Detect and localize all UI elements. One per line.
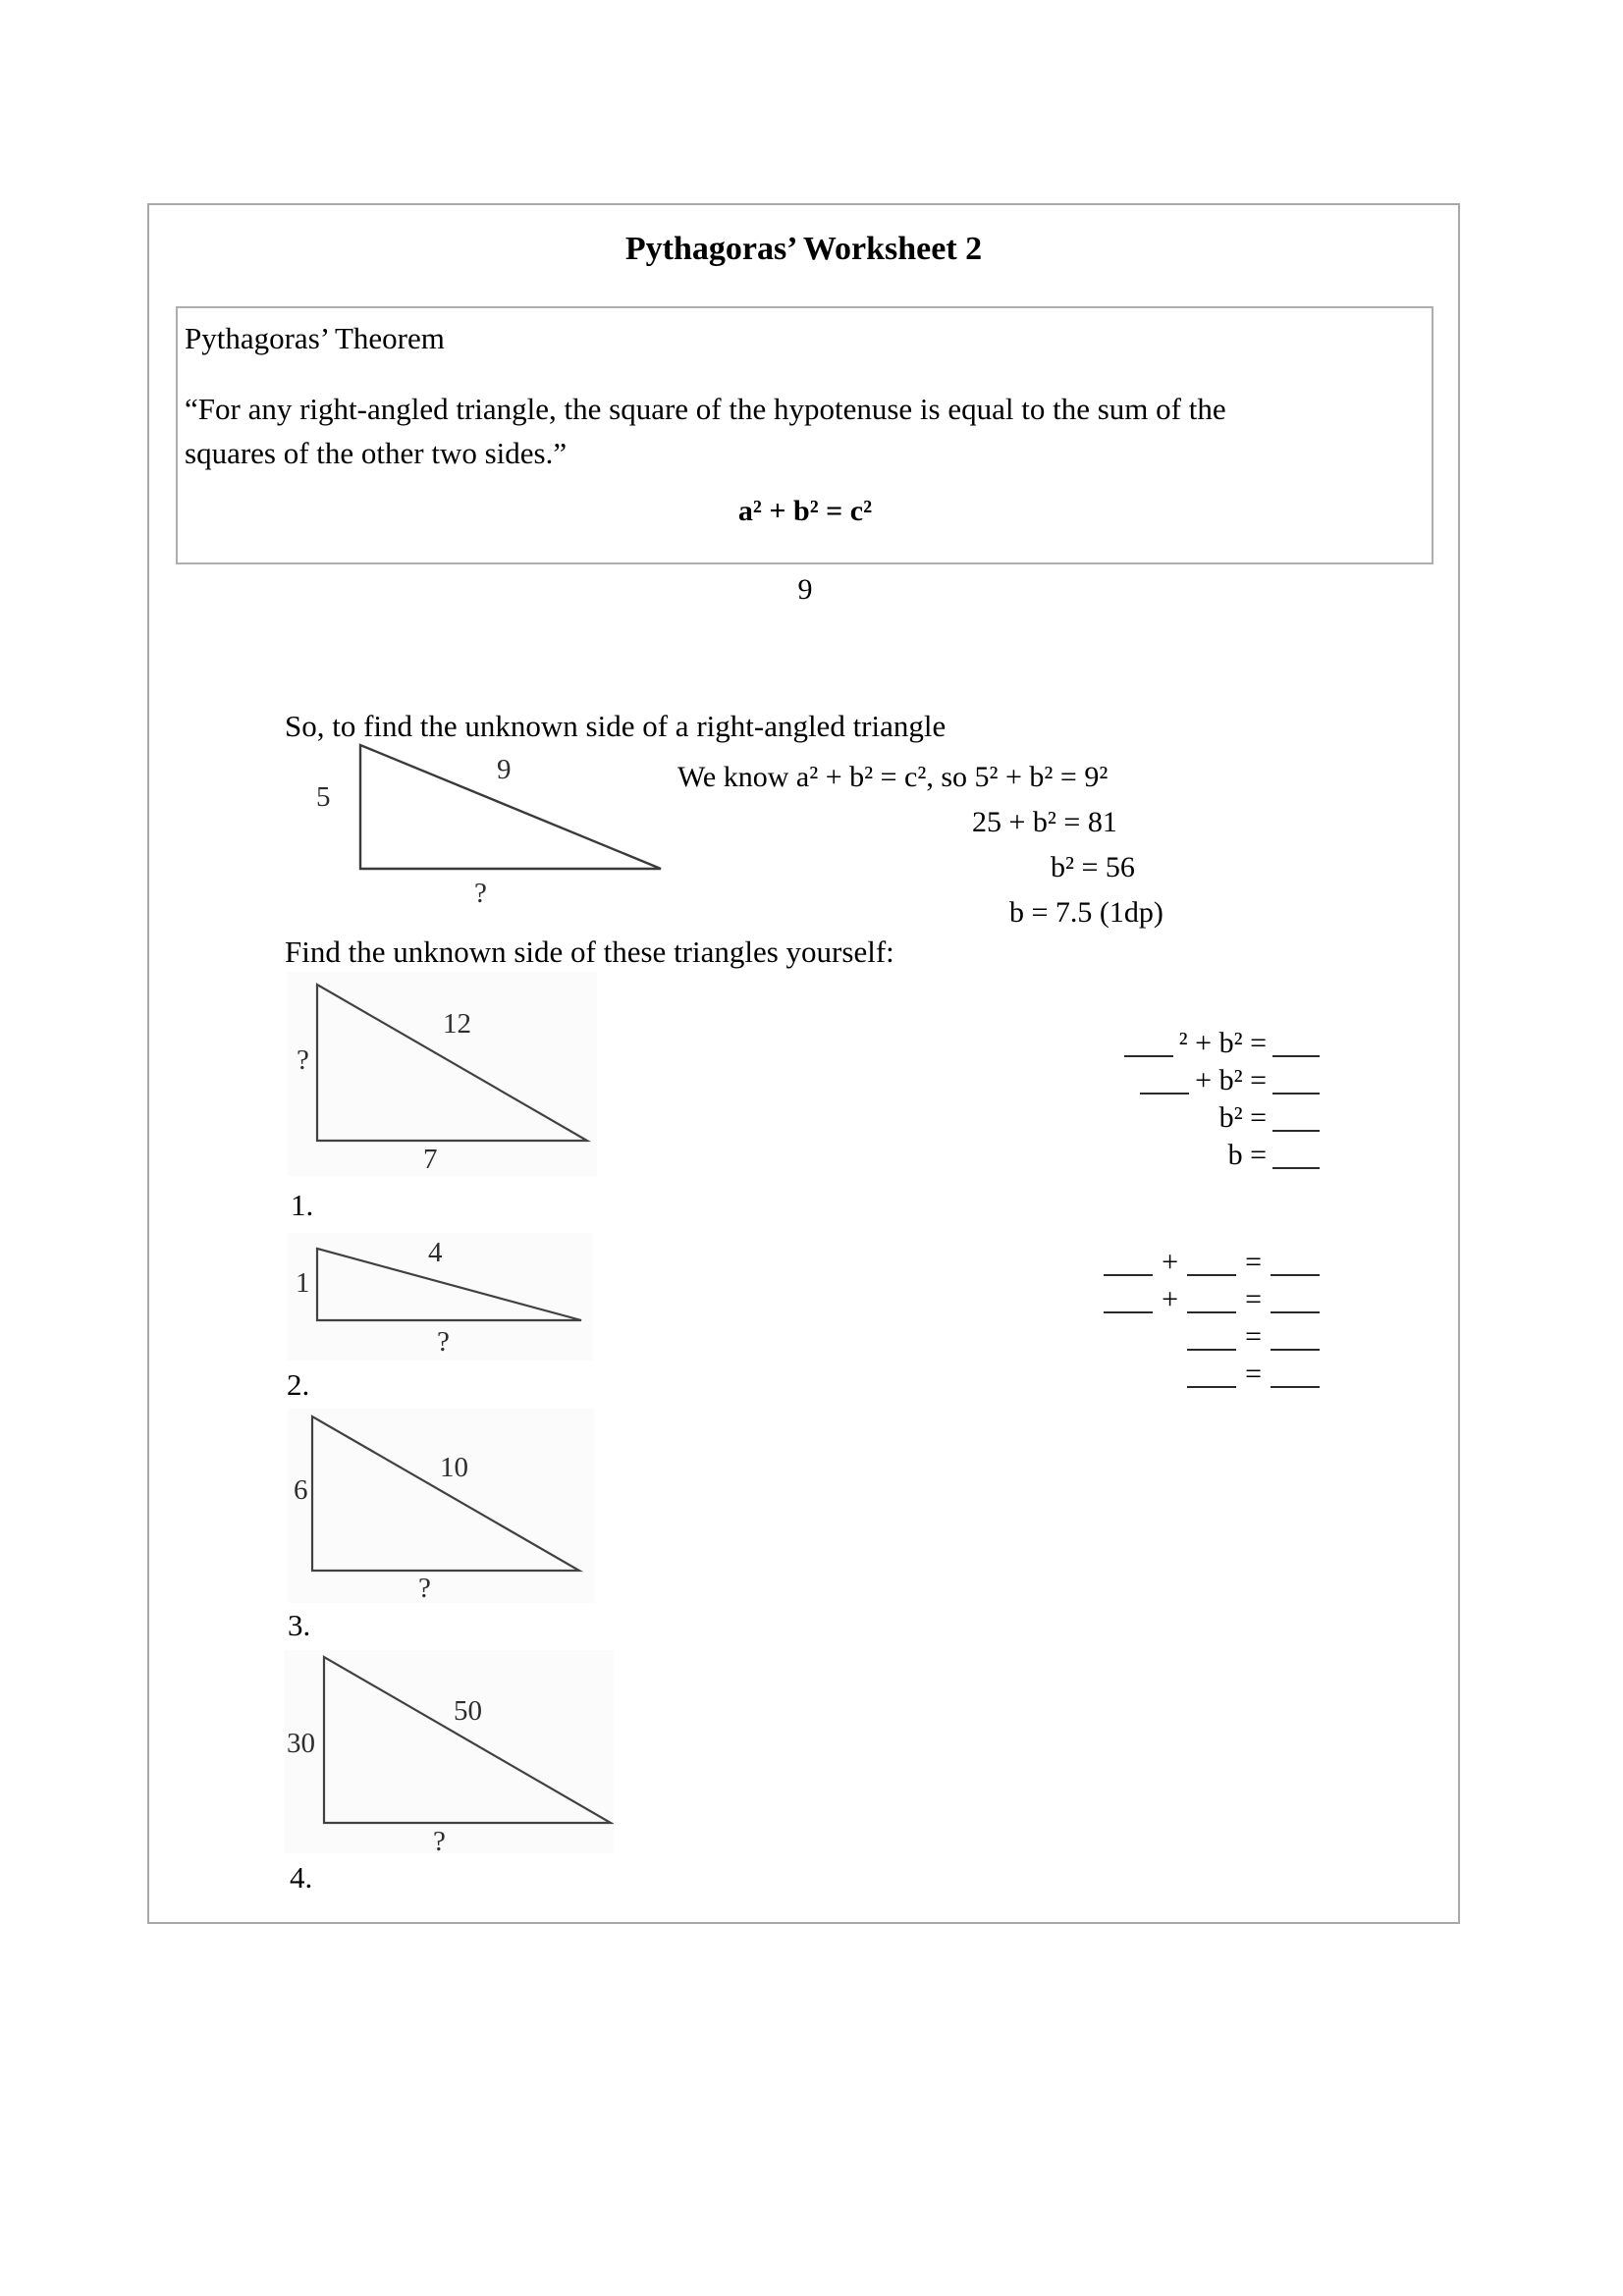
triangle-figure-3 bbox=[288, 1409, 594, 1603]
blank-line bbox=[1104, 1311, 1153, 1313]
example-side-label-base: ? bbox=[474, 878, 487, 909]
blank-line bbox=[1104, 1274, 1153, 1276]
equation-row bbox=[1100, 1281, 1320, 1318]
blank-line bbox=[1272, 1130, 1320, 1132]
problem-number-4: 4. bbox=[290, 1860, 313, 1895]
plus-sign: + bbox=[1162, 1283, 1179, 1315]
triangle-outline bbox=[317, 1249, 581, 1320]
equation-text: b = bbox=[1227, 1139, 1267, 1171]
plus-sign: + bbox=[1162, 1246, 1179, 1278]
example-intro: So, to find the unknown side of a right-angled triangle bbox=[285, 709, 947, 743]
side-label-hypotenuse: 4 bbox=[428, 1237, 443, 1268]
side-label-base: ? bbox=[437, 1326, 450, 1358]
practice-instruction: Find the unknown side of these triangles yourself: bbox=[285, 934, 894, 969]
equation-row bbox=[1100, 1062, 1320, 1099]
blank-line bbox=[1271, 1386, 1320, 1388]
equation-row bbox=[1100, 1099, 1320, 1137]
theorem-formula: a² + b² = c² bbox=[737, 495, 873, 527]
equation-text: ² + b² = bbox=[1178, 1027, 1267, 1059]
example-working-line-4: b = 7.5 (1dp) bbox=[1009, 896, 1163, 929]
blank-line bbox=[1272, 1093, 1320, 1095]
problem-number-1: 1. bbox=[291, 1188, 314, 1222]
blank-line bbox=[1271, 1274, 1320, 1276]
triangle-figure-4 bbox=[285, 1650, 614, 1857]
example-triangle-figure bbox=[358, 741, 665, 873]
equation-row bbox=[1100, 1356, 1320, 1393]
side-label-hypotenuse: 12 bbox=[443, 1008, 471, 1040]
triangle-outline bbox=[324, 1657, 611, 1823]
side-label-hypotenuse: 10 bbox=[440, 1452, 468, 1483]
side-label-left: ? bbox=[297, 1044, 309, 1076]
equals-sign: = bbox=[1245, 1358, 1262, 1390]
blank-line bbox=[1272, 1055, 1320, 1057]
equals-sign: = bbox=[1245, 1283, 1262, 1315]
example-side-label-hypotenuse: 9 bbox=[497, 754, 512, 785]
example-working-line-3: b² = 56 bbox=[1051, 851, 1135, 883]
side-label-left: 6 bbox=[294, 1474, 308, 1506]
side-label-hypotenuse: 50 bbox=[454, 1695, 482, 1727]
working-template-squares bbox=[1100, 1025, 1320, 1174]
example-triangle-svg bbox=[358, 741, 665, 873]
problem-number-2: 2. bbox=[287, 1367, 310, 1402]
equation-text: + b² = bbox=[1195, 1064, 1267, 1096]
theorem-quote: “For any right-angled triangle, the square of the hypotenuse is equal to the sum of the squares of the other two sides.” bbox=[185, 392, 1226, 470]
blank-line bbox=[1271, 1311, 1320, 1313]
theorem-heading: Pythagoras’ Theorem bbox=[185, 321, 445, 355]
equals-sign: = bbox=[1245, 1320, 1262, 1353]
side-label-left: 1 bbox=[296, 1267, 310, 1299]
blank-line bbox=[1187, 1311, 1236, 1313]
equation-row bbox=[1100, 1137, 1320, 1174]
problem-number-3: 3. bbox=[288, 1608, 311, 1642]
side-label-left: 30 bbox=[287, 1728, 315, 1759]
worksheet-title: Pythagoras’ Worksheet 2 bbox=[624, 231, 983, 267]
blank-line bbox=[1187, 1349, 1236, 1351]
triangle-svg-4 bbox=[285, 1650, 614, 1853]
side-label-base: ? bbox=[418, 1573, 431, 1604]
equals-sign: = bbox=[1245, 1246, 1262, 1278]
blank-line bbox=[1271, 1349, 1320, 1351]
example-working-line-2: 25 + b² = 81 bbox=[972, 806, 1117, 838]
triangle-figure-2 bbox=[288, 1233, 592, 1361]
blank-line bbox=[1124, 1055, 1173, 1057]
triangle-svg-1 bbox=[288, 972, 597, 1176]
side-label-base: ? bbox=[433, 1826, 446, 1857]
triangle-outline bbox=[312, 1416, 579, 1571]
blank-line bbox=[1272, 1167, 1320, 1169]
equation-row bbox=[1100, 1318, 1320, 1356]
blank-line bbox=[1187, 1274, 1236, 1276]
equation-row bbox=[1100, 1244, 1320, 1281]
example-side-label-left: 5 bbox=[316, 781, 331, 813]
triangle-figure-1 bbox=[288, 972, 597, 1176]
side-label-base: 7 bbox=[423, 1144, 438, 1175]
blank-line bbox=[1140, 1093, 1189, 1095]
working-template-plain bbox=[1100, 1244, 1320, 1393]
equation-row bbox=[1100, 1025, 1320, 1062]
stray-number: 9 bbox=[797, 573, 813, 606]
equation-text: b² = bbox=[1218, 1101, 1267, 1134]
triangle-svg-3 bbox=[288, 1409, 594, 1603]
blank-line bbox=[1187, 1386, 1236, 1388]
example-working-line-1: We know a² + b² = c², so 5² + b² = 9² bbox=[677, 761, 1109, 793]
